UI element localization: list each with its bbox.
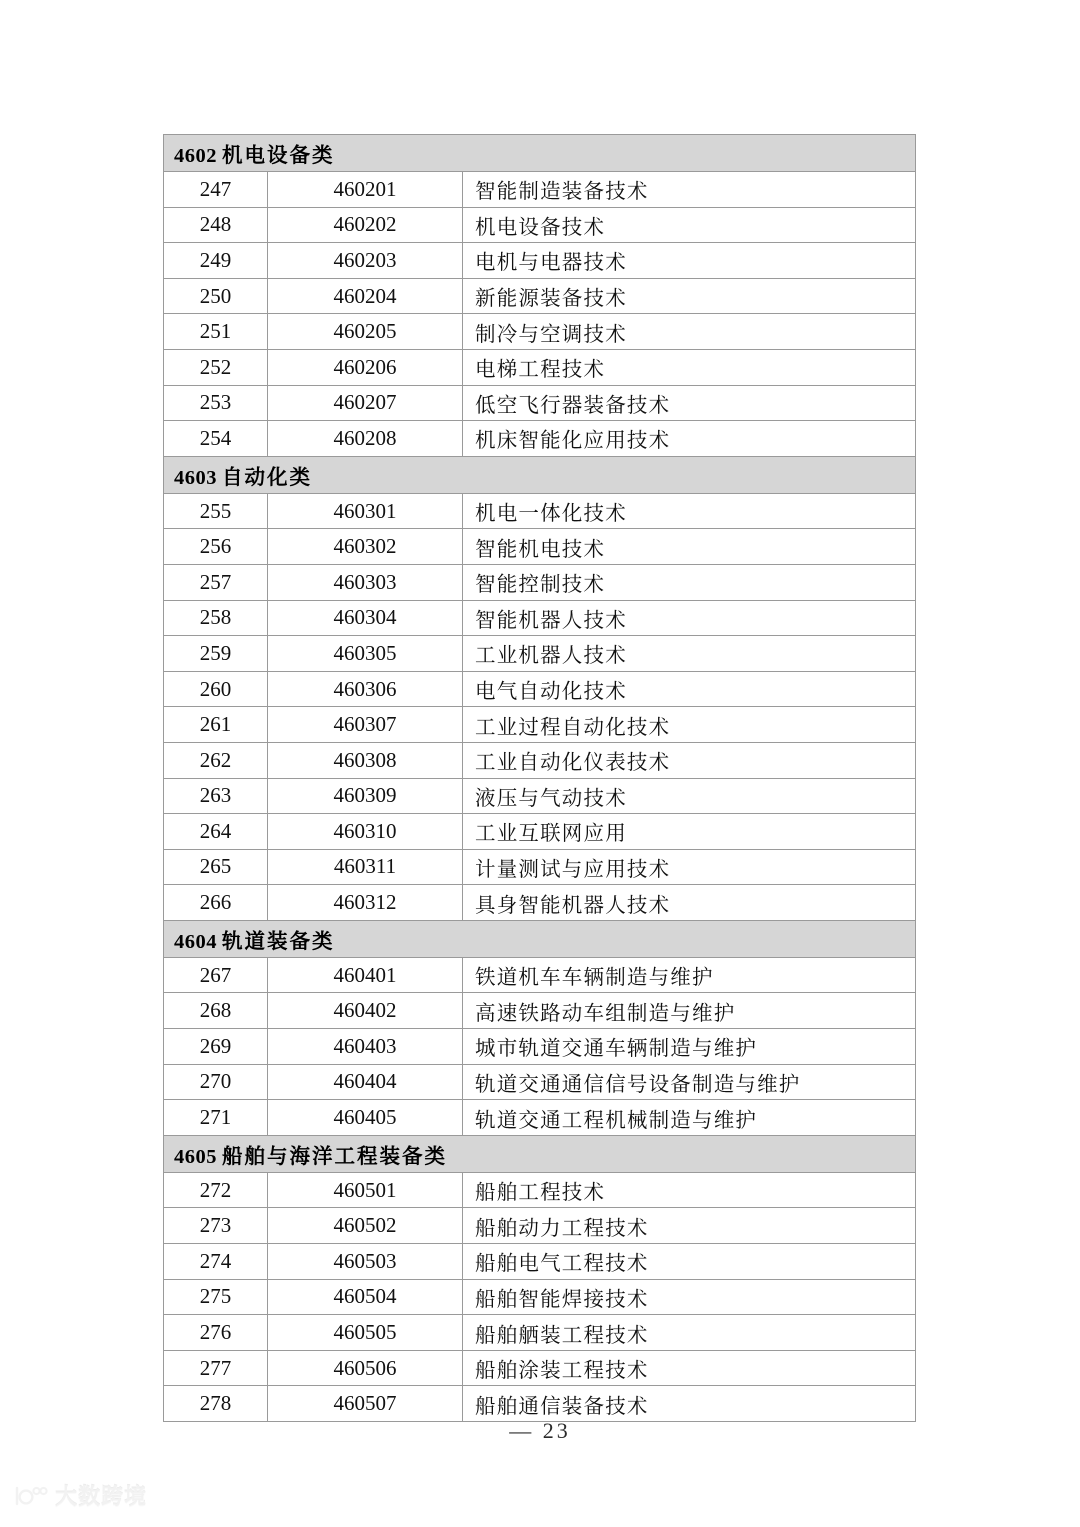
- table-row: [164, 671, 916, 707]
- cell-major-code: 460311: [268, 849, 463, 885]
- cell-sequence-number: 250: [164, 278, 268, 314]
- cell-major-code: 460503: [268, 1244, 463, 1280]
- section-header-row: [164, 135, 916, 172]
- cell-major-name: 机电一体化技术: [463, 493, 916, 529]
- dashujingjing-logo-icon: [14, 1485, 48, 1507]
- table-row: [164, 1386, 916, 1422]
- cell-sequence-number: 260: [164, 671, 268, 707]
- table-row: [164, 207, 916, 243]
- cell-major-code: 460306: [268, 671, 463, 707]
- cell-major-name: 具身智能机器人技术: [463, 885, 916, 921]
- cell-sequence-number: 256: [164, 529, 268, 565]
- cell-sequence-number: 278: [164, 1386, 268, 1422]
- cell-major-code: 460207: [268, 385, 463, 421]
- section-header-row: [164, 1135, 916, 1172]
- cell-major-name: 新能源装备技术: [463, 278, 916, 314]
- cell-major-name: 船舶舾装工程技术: [463, 1315, 916, 1351]
- table-row: [164, 385, 916, 421]
- section-code: 4603: [174, 466, 217, 489]
- table-row: [164, 814, 916, 850]
- cell-major-code: 460304: [268, 600, 463, 636]
- table-row: [164, 885, 916, 921]
- table-row: [164, 1208, 916, 1244]
- cell-major-name: 轨道交通工程机械制造与维护: [463, 1100, 916, 1136]
- cell-major-code: 460504: [268, 1279, 463, 1315]
- cell-major-code: 460312: [268, 885, 463, 921]
- table-row: [164, 707, 916, 743]
- cell-major-code: 460301: [268, 493, 463, 529]
- cell-major-name: 电梯工程技术: [463, 349, 916, 385]
- table-row: [164, 529, 916, 565]
- section-header-cell: [164, 135, 916, 172]
- cell-major-code: 460405: [268, 1100, 463, 1136]
- cell-major-name: 高速铁路动车组制造与维护: [463, 993, 916, 1029]
- cell-major-code: 460208: [268, 421, 463, 457]
- cell-major-name: 机电设备技术: [463, 207, 916, 243]
- cell-major-code: 460205: [268, 314, 463, 350]
- cell-sequence-number: 262: [164, 742, 268, 778]
- cell-major-name: 电气自动化技术: [463, 671, 916, 707]
- cell-major-name: 船舶智能焊接技术: [463, 1279, 916, 1315]
- cell-sequence-number: 263: [164, 778, 268, 814]
- cell-sequence-number: 248: [164, 207, 268, 243]
- table-row: [164, 421, 916, 457]
- section-code: 4602: [174, 145, 217, 167]
- cell-sequence-number: 247: [164, 172, 268, 208]
- page-number: — 23: [509, 1418, 571, 1443]
- table-row: [164, 278, 916, 314]
- table-row: [164, 778, 916, 814]
- cell-sequence-number: 259: [164, 636, 268, 672]
- cell-sequence-number: 270: [164, 1064, 268, 1100]
- cell-major-code: 460401: [268, 957, 463, 993]
- cell-sequence-number: 266: [164, 885, 268, 921]
- table-body: [164, 135, 916, 1422]
- cell-sequence-number: 253: [164, 385, 268, 421]
- table-row: [164, 493, 916, 529]
- cell-sequence-number: 261: [164, 707, 268, 743]
- cell-major-name: 船舶电气工程技术: [463, 1244, 916, 1280]
- cell-major-name: 计量测试与应用技术: [463, 849, 916, 885]
- table-row: [164, 742, 916, 778]
- cell-sequence-number: 268: [164, 993, 268, 1029]
- cell-major-code: 460403: [268, 1029, 463, 1065]
- cell-major-name: 机床智能化应用技术: [463, 421, 916, 457]
- table-row: [164, 957, 916, 993]
- cell-major-name: 轨道交通通信信号设备制造与维护: [463, 1064, 916, 1100]
- cell-major-code: 460305: [268, 636, 463, 672]
- table-row: [164, 1064, 916, 1100]
- table-row: [164, 314, 916, 350]
- cell-major-name: 工业自动化仪表技术: [463, 742, 916, 778]
- cell-major-name: 铁道机车车辆制造与维护: [463, 957, 916, 993]
- cell-sequence-number: 252: [164, 349, 268, 385]
- cell-major-code: 460206: [268, 349, 463, 385]
- cell-major-code: 460307: [268, 707, 463, 743]
- cell-major-code: 460303: [268, 564, 463, 600]
- cell-major-name: 工业过程自动化技术: [463, 707, 916, 743]
- cell-major-name: 智能控制技术: [463, 564, 916, 600]
- cell-major-name: 制冷与空调技术: [463, 314, 916, 350]
- table-row: [164, 1350, 916, 1386]
- cell-major-code: 460502: [268, 1208, 463, 1244]
- cell-sequence-number: 251: [164, 314, 268, 350]
- cell-sequence-number: 273: [164, 1208, 268, 1244]
- cell-sequence-number: 274: [164, 1244, 268, 1280]
- section-title: 自动化类: [222, 466, 312, 489]
- cell-major-code: 460308: [268, 742, 463, 778]
- cell-sequence-number: 264: [164, 814, 268, 850]
- table-row: [164, 1244, 916, 1280]
- table-row: [164, 1100, 916, 1136]
- table-row: [164, 600, 916, 636]
- cell-sequence-number: 257: [164, 564, 268, 600]
- table-row: [164, 1279, 916, 1315]
- cell-major-code: 460302: [268, 529, 463, 565]
- cell-sequence-number: 276: [164, 1315, 268, 1351]
- professional-catalog-table: [163, 134, 916, 1422]
- table-row: [164, 564, 916, 600]
- cell-major-code: 460202: [268, 207, 463, 243]
- watermark: [14, 1480, 147, 1511]
- cell-major-code: 460309: [268, 778, 463, 814]
- cell-major-code: 460506: [268, 1350, 463, 1386]
- cell-major-code: 460201: [268, 172, 463, 208]
- cell-sequence-number: 271: [164, 1100, 268, 1136]
- table-row: [164, 849, 916, 885]
- cell-major-name: 工业机器人技术: [463, 636, 916, 672]
- cell-major-name: 智能机器人技术: [463, 600, 916, 636]
- section-header-cell: [164, 456, 916, 493]
- table-row: [164, 243, 916, 279]
- cell-major-name: 电机与电器技术: [463, 243, 916, 279]
- cell-sequence-number: 258: [164, 600, 268, 636]
- cell-sequence-number: 265: [164, 849, 268, 885]
- cell-major-name: 船舶涂装工程技术: [463, 1350, 916, 1386]
- cell-sequence-number: 269: [164, 1029, 268, 1065]
- cell-major-name: 智能机电技术: [463, 529, 916, 565]
- table-row: [164, 1315, 916, 1351]
- cell-sequence-number: 272: [164, 1172, 268, 1208]
- cell-sequence-number: 249: [164, 243, 268, 279]
- cell-major-name: 船舶动力工程技术: [463, 1208, 916, 1244]
- section-header-row: [164, 456, 916, 493]
- cell-major-name: 船舶工程技术: [463, 1172, 916, 1208]
- table-row: [164, 636, 916, 672]
- cell-major-name: 智能制造装备技术: [463, 172, 916, 208]
- cell-major-name: 工业互联网应用: [463, 814, 916, 850]
- cell-major-name: 船舶通信装备技术: [463, 1386, 916, 1422]
- cell-major-name: 城市轨道交通车辆制造与维护: [463, 1029, 916, 1065]
- section-code: 4604: [174, 930, 217, 953]
- section-title: 船舶与海洋工程装备类: [222, 1145, 447, 1168]
- section-header-cell: [164, 1135, 916, 1172]
- watermark-label: 大数跨境: [55, 1485, 148, 1510]
- table-row: [164, 1172, 916, 1208]
- table-row: [164, 349, 916, 385]
- cell-major-code: 460310: [268, 814, 463, 850]
- cell-sequence-number: 277: [164, 1350, 268, 1386]
- cell-major-name: 低空飞行器装备技术: [463, 385, 916, 421]
- section-code: 4605: [174, 1145, 217, 1168]
- section-title: 机电设备类: [222, 145, 335, 167]
- table-row: [164, 172, 916, 208]
- table-row: [164, 993, 916, 1029]
- cell-sequence-number: 254: [164, 421, 268, 457]
- cell-major-code: 460402: [268, 993, 463, 1029]
- cell-major-code: 460501: [268, 1172, 463, 1208]
- cell-major-code: 460505: [268, 1315, 463, 1351]
- cell-sequence-number: 255: [164, 493, 268, 529]
- cell-major-code: 460404: [268, 1064, 463, 1100]
- cell-major-code: 460204: [268, 278, 463, 314]
- section-header-cell: [164, 920, 916, 957]
- cell-sequence-number: 275: [164, 1279, 268, 1315]
- cell-major-name: 液压与气动技术: [463, 778, 916, 814]
- cell-major-code: 460203: [268, 243, 463, 279]
- table-row: [164, 1029, 916, 1065]
- section-title: 轨道装备类: [222, 930, 335, 953]
- cell-sequence-number: 267: [164, 957, 268, 993]
- cell-major-code: 460507: [268, 1386, 463, 1422]
- section-header-row: [164, 920, 916, 957]
